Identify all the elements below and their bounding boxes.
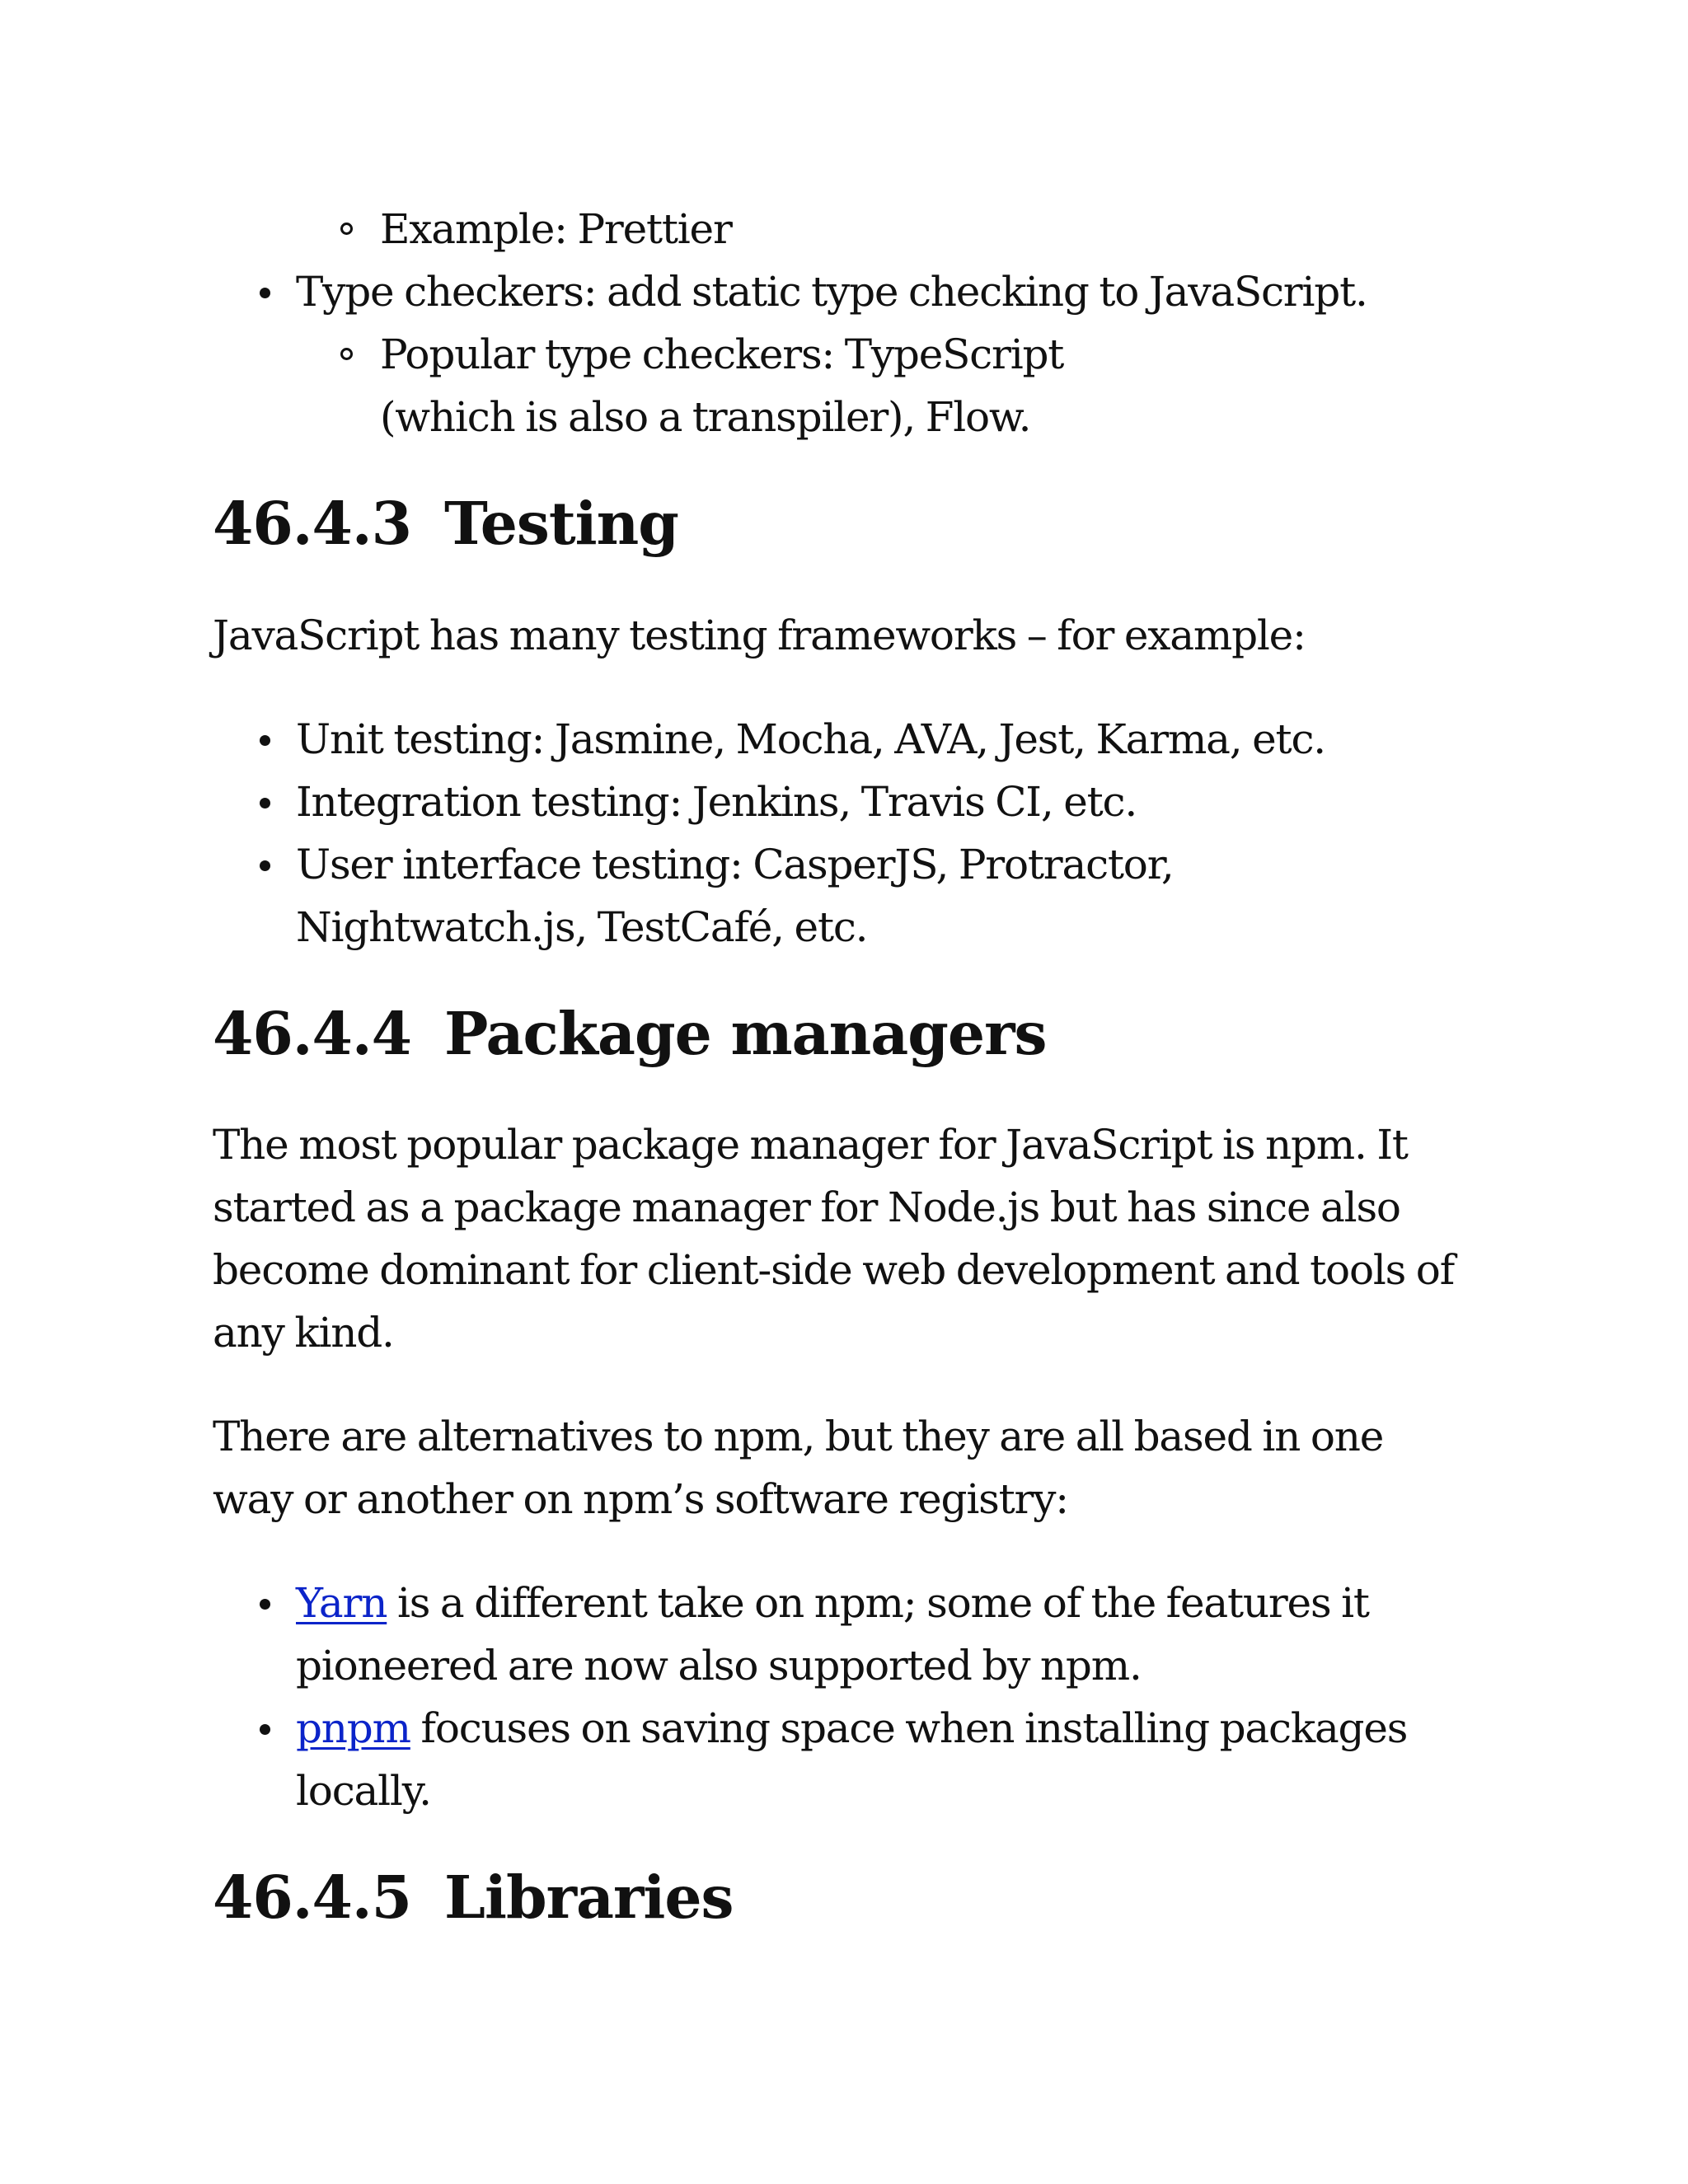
list-item-text: User interface testing: CasperJS, Protractor, Nightwatch.js, TestCafé, etc. xyxy=(296,841,1174,951)
list-item xyxy=(213,833,1400,958)
section-title: Package managers xyxy=(444,999,1047,1068)
list-item xyxy=(213,708,1400,771)
section-number: 46.4.5 xyxy=(213,1863,412,1932)
package-managers-paragraph-2: There are alternatives to npm, but they are all based in one way or another on npm’s software registry: xyxy=(213,1413,1384,1523)
list-item-text: Type checkers: add static type checking to JavaScript. xyxy=(296,268,1367,316)
package-managers-list xyxy=(213,1572,1482,1822)
disc-bullet-icon xyxy=(260,1724,270,1735)
section-heading-package-managers xyxy=(213,996,1498,1071)
list-item-text: focuses on saving space when installing packages locally. xyxy=(296,1704,1408,1815)
pnpm-link[interactable]: pnpm xyxy=(296,1704,410,1752)
circle-bullet-icon xyxy=(340,223,353,235)
page-content xyxy=(213,198,1498,1934)
list-item xyxy=(213,1572,1433,1697)
section-heading-testing xyxy=(213,486,1498,560)
testing-list xyxy=(213,708,1400,958)
section-number: 46.4.3 xyxy=(213,489,412,558)
disc-bullet-icon xyxy=(260,1599,270,1610)
testing-intro: JavaScript has many testing frameworks – for example: xyxy=(213,612,1306,659)
list-item-text: Example: Prettier xyxy=(380,205,732,253)
list-item xyxy=(213,1697,1482,1822)
yarn-link[interactable]: Yarn xyxy=(296,1579,387,1627)
disc-bullet-icon xyxy=(260,735,270,746)
list-item xyxy=(213,260,1498,323)
list-item-text: is a different take on npm; some of the features it pioneered are now also supported by npm. xyxy=(296,1579,1369,1690)
disc-bullet-icon xyxy=(260,798,270,808)
package-managers-paragraph-1: The most popular package manager for JavaScript is npm. It started as a package manager for Node.js but has since also become dominant for client-side web development and tools of any kind. xyxy=(213,1121,1454,1357)
disc-bullet-icon xyxy=(260,860,270,871)
list-item-text: Unit testing: Jasmine, Mocha, AVA, Jest, Karma, etc. xyxy=(296,715,1325,763)
section-heading-libraries xyxy=(213,1860,1498,1934)
tools-list xyxy=(213,198,1498,448)
circle-bullet-icon xyxy=(340,348,353,360)
disc-bullet-icon xyxy=(260,288,270,298)
list-item-text: Popular type checkers: TypeScript (which is also a transpiler), Flow. xyxy=(380,330,1064,441)
list-item xyxy=(213,198,1498,260)
list-item xyxy=(213,771,1400,833)
list-item xyxy=(213,323,1204,448)
section-title: Libraries xyxy=(444,1863,734,1932)
section-number: 46.4.4 xyxy=(213,999,412,1068)
section-title: Testing xyxy=(444,489,678,558)
list-item-text: Integration testing: Jenkins, Travis CI, etc. xyxy=(296,778,1137,826)
